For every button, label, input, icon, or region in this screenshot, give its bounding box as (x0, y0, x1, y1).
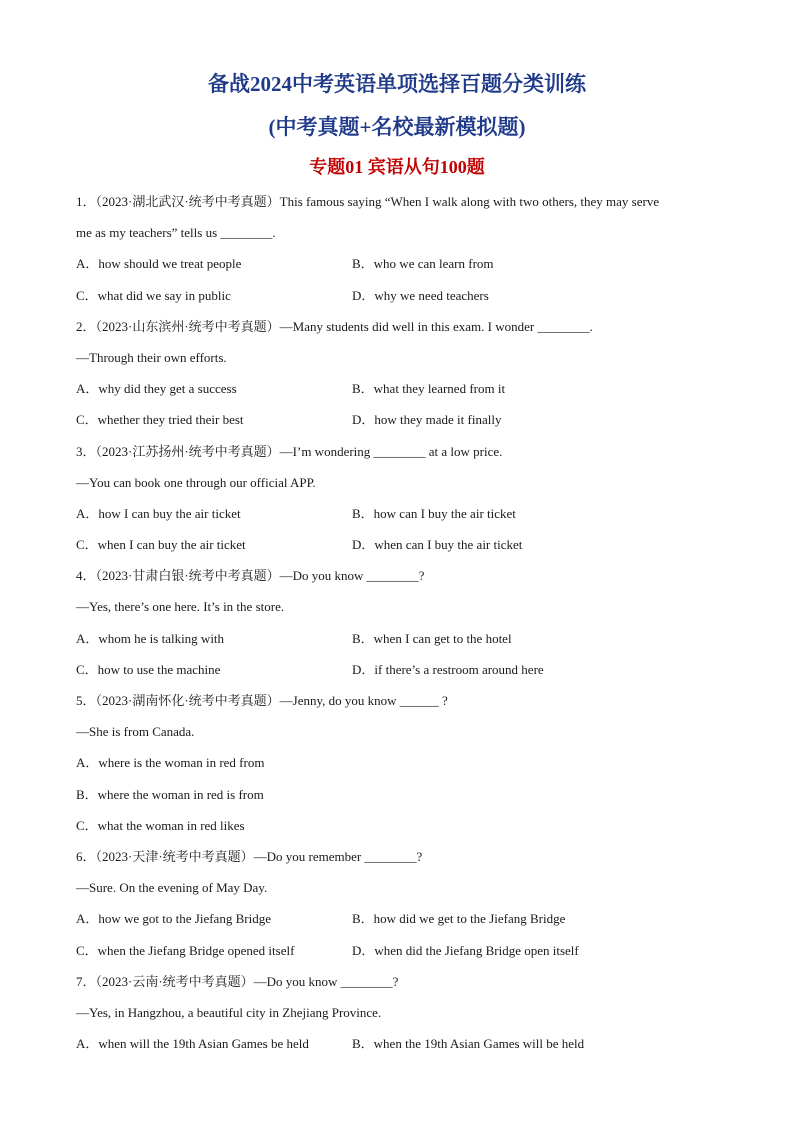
question-2-options-row-2 (76, 404, 716, 435)
question-4-stem: 4．（2023·甘肃白银·统考中考真题）—Do you know ________? (76, 568, 425, 584)
option-b: B．when I can get to the hotel (352, 630, 512, 646)
option-a: A．how I can buy the air ticket (76, 505, 241, 521)
question-1-stem: 1．（2023·湖北武汉·统考中考真题）This famous saying “When I walk along with two others, they may serve (76, 194, 660, 209)
question-7-stem: 7．（2023·云南·统考中考真题）—Do you know ________? (76, 973, 399, 989)
question-6-options-row-2 (76, 935, 716, 966)
option-b: B．how did we get to the Jiefang Bridge (352, 911, 566, 927)
topic-heading: 专题01 宾语从句100题 (309, 157, 485, 177)
question-4-options-row-2 (76, 654, 716, 685)
question-4-options-row-1 (76, 623, 716, 654)
option-d: D．if there’s a restroom around here (352, 661, 544, 677)
question-1-options-row-2 (76, 280, 716, 311)
option-c: C．when I can buy the air ticket (76, 537, 246, 553)
document-subtitle: (中考真题+名校最新模拟题) (268, 115, 526, 139)
question-2-stem: 2．（2023·山东滨州·统考中考真题）—Many students did well in this exam. I wonder ________. (76, 318, 593, 334)
question-5-option-a-row (76, 747, 716, 778)
question-4-answer: —Yes, there’s one here. It’s in the store. (76, 599, 285, 615)
question-7-options-row-1 (76, 1028, 716, 1059)
option-a: A．where is the woman in red from (76, 755, 265, 771)
question-3-stem: 3．（2023·江苏扬州·统考中考真题）—I’m wondering ________ at a low price. (76, 443, 503, 459)
option-a: A．why did they get a success (76, 381, 237, 397)
question-3-answer: —You can book one through our official APP. (76, 474, 316, 490)
option-c: C．how to use the machine (76, 661, 221, 677)
option-c: C．whether they tried their best (76, 412, 244, 428)
option-b: B．how can I buy the air ticket (352, 505, 516, 521)
question-1-options-row-1 (76, 248, 716, 279)
question-6-answer: —Sure. On the evening of May Day. (76, 880, 268, 896)
option-a: A．how should we treat people (76, 256, 242, 272)
option-b: B．when the 19th Asian Games will be held (352, 1036, 585, 1052)
option-a: A．whom he is talking with (76, 630, 225, 646)
question-5-option-c-row (76, 810, 716, 841)
option-d: D．when did the Jiefang Bridge open itself (352, 942, 579, 958)
option-b: B．where the woman in red is from (76, 786, 264, 802)
question-5-answer: —She is from Canada. (76, 724, 195, 740)
option-a: A．when will the 19th Asian Games be held (76, 1036, 309, 1052)
option-c: C．what the woman in red likes (76, 817, 245, 833)
option-d: D．when can I buy the air ticket (352, 537, 523, 553)
question-1-stem-cont: me as my teachers” tells us ________. (76, 225, 276, 241)
question-2-options-row-1 (76, 373, 716, 404)
question-3-options-row-2 (76, 529, 716, 560)
option-b: B．what they learned from it (352, 381, 506, 397)
option-d: D．how they made it finally (352, 412, 502, 428)
question-7-answer: —Yes, in Hangzhou, a beautiful city in Zhejiang Province. (76, 1004, 382, 1020)
question-2-answer: —Through their own efforts. (76, 349, 227, 365)
option-c: C．when the Jiefang Bridge opened itself (76, 942, 295, 958)
option-b: B．who we can learn from (352, 256, 494, 272)
question-5-option-b-row (76, 779, 716, 810)
question-5-stem: 5．（2023·湖南怀化·统考中考真题）—Jenny, do you know ______ ? (76, 693, 448, 708)
option-c: C．what did we say in public (76, 287, 231, 303)
option-d: D．why we need teachers (352, 287, 489, 303)
question-6-stem: 6．（2023·天津·统考中考真题）—Do you remember ________? (76, 848, 423, 864)
document-title: 备战2024中考英语单项选择百题分类训练 (208, 72, 586, 96)
question-list (76, 186, 716, 1059)
option-a: A．how we got to the Jiefang Bridge (76, 911, 271, 927)
question-3-options-row-1 (76, 498, 716, 529)
question-6-options-row-1 (76, 903, 716, 934)
